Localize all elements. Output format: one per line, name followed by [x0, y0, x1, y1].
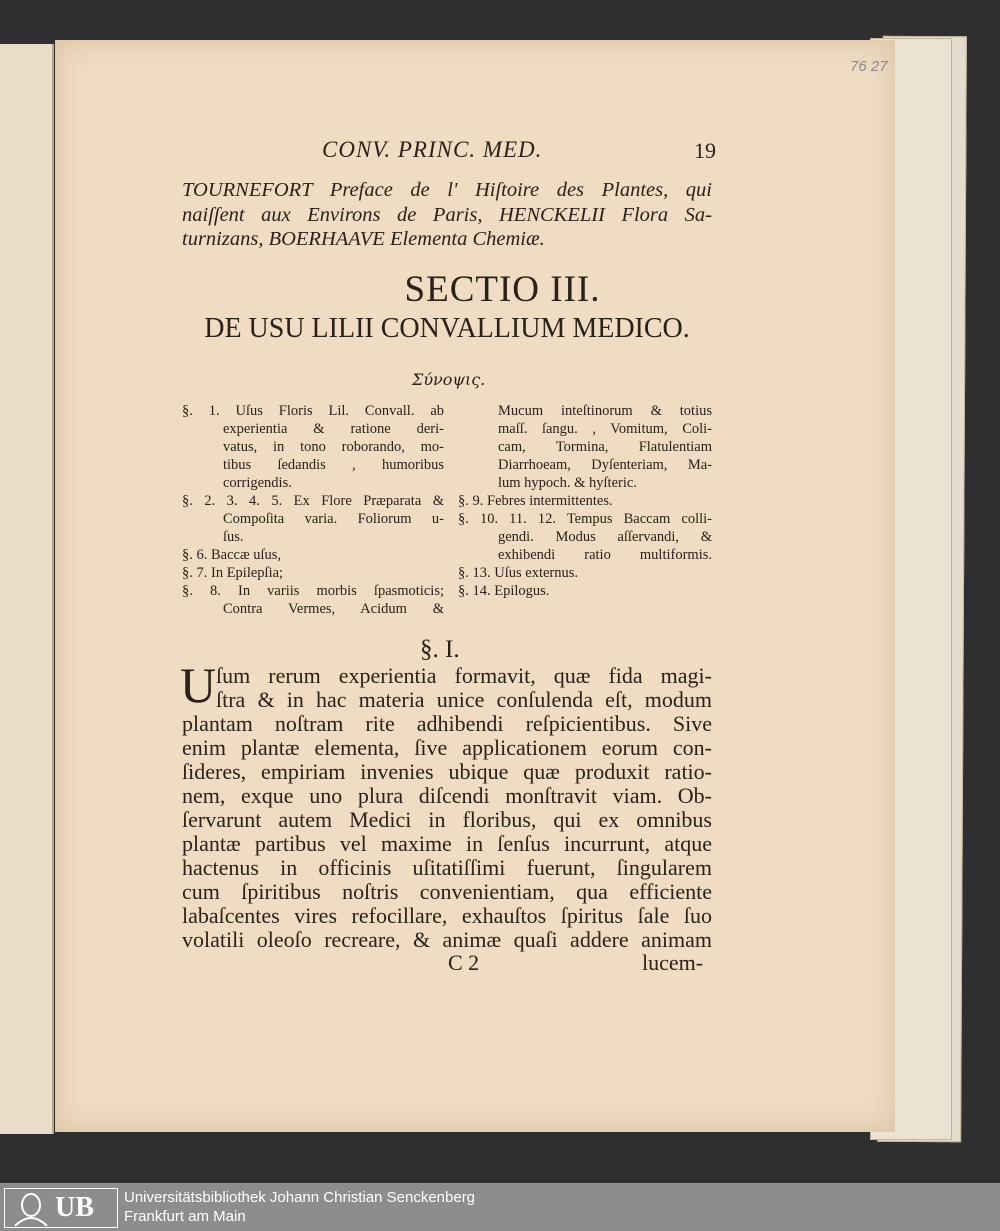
synopsis-item: cam, Tormina, Flatulentiam: [498, 439, 712, 455]
portrait-icon: [5, 1190, 55, 1226]
body-line: ſideres, empiriam invenies ubique quæ produxit ratio-: [182, 759, 712, 784]
synopsis-item: §. 13. Uſus externus.: [458, 565, 579, 581]
synopsis-item: §. 8. In variis morbis ſpasmoticis;: [182, 583, 444, 599]
synopsis-item: lum hypoch. & hyſteric.: [498, 475, 637, 491]
body-line: ſervarunt autem Medici in floribus, qui ex omnibus: [182, 807, 712, 832]
pencil-note: 76 27: [850, 58, 888, 75]
library-name: Universitätsbibliothek Johann Christian Senckenberg: [124, 1189, 476, 1206]
synopsis-item: Contra Vermes, Acidum &: [223, 601, 444, 617]
synopsis-item: corrigendis.: [223, 475, 292, 491]
synopsis-right: [458, 402, 712, 600]
facing-page-edge: [0, 44, 54, 1134]
body-line: labaſcentes vires refocillare, exhauſtos ſpiritus ſale ſuo: [182, 903, 712, 928]
section-title: SECTIO III.: [404, 269, 601, 310]
body-line: nem, exque uno plura diſcendi monſtravit viam. Ob-: [182, 783, 712, 808]
drop-cap: U: [180, 657, 217, 713]
library-city: Frankfurt am Main: [124, 1208, 246, 1225]
synopsis-item: §. 2. 3. 4. 5. Ex Flore Præparata &: [182, 493, 444, 509]
synopsis-item: Compoſita varia. Foliorum u-: [223, 511, 444, 527]
paragraph-heading: §. I.: [420, 636, 460, 663]
body-line: ſtra & in hac materia unice conſulenda eſt, modum: [216, 687, 712, 712]
catchword: lucem-: [642, 950, 704, 975]
body-line: hactenus in officinis uſitatiſſimi fuerunt, ſingularem: [182, 855, 712, 880]
synopsis-item: §. 7. In Epilepſia;: [182, 565, 284, 581]
synopsis-item: §. 10. 11. 12. Tempus Baccam colli-: [458, 511, 712, 527]
synopsis-item: gendi. Modus aſſervandi, &: [498, 529, 712, 545]
synopsis-item: §. 9. Febres intermittentes.: [458, 493, 613, 509]
body-line: plantam noſtram rite adhibendi reſpicientibus. Sive: [182, 711, 712, 736]
synopsis-item: Mucum inteſtinorum & totius: [498, 403, 712, 419]
signature-mark: C 2: [448, 950, 480, 975]
synopsis-item: experientia & ratione deri-: [223, 421, 444, 437]
library-footer: [0, 1183, 1000, 1231]
synopsis-item: §. 6. Baccæ uſus,: [182, 547, 282, 563]
reference-line: naiſſent aux Environs de Paris, HENCKELII Flora Sa-: [182, 204, 712, 226]
synopsis-item: §. 1. Uſus Floris Lil. Convall. ab: [182, 403, 444, 419]
logo-text: UB: [55, 1192, 94, 1223]
reference-line: TOURNEFORT Preface de l' Hiſtoire des Plantes, qui: [182, 179, 712, 201]
synopsis-heading: Σύνοψις.: [412, 370, 486, 389]
synopsis-left: [182, 402, 444, 618]
body-line: enim plantæ elementa, ſive applicationem eorum con-: [182, 735, 712, 760]
body-line: ſum rerum experientia formavit, quæ fida magi-: [216, 663, 712, 688]
synopsis-item: maſſ. ſangu. , Vomitum, Coli-: [498, 421, 712, 437]
section-subtitle: DE USU LILII CONVALLIUM MEDICO.: [204, 313, 690, 344]
synopsis-item: tibus ſedandis , humoribus: [223, 457, 444, 473]
body-line: plantæ partibus vel maxime in ſenſus incurrunt, atque: [182, 831, 712, 856]
running-head: CONV. PRINC. MED.: [322, 137, 543, 162]
body-line: volatili oleoſo recreare, & animæ quaſi addere animam: [182, 927, 712, 952]
reference-line: turnizans, BOERHAAVE Elementa Chemiæ.: [182, 228, 545, 250]
library-logo[interactable]: [4, 1188, 118, 1228]
synopsis-item: ſus.: [223, 529, 244, 545]
synopsis-item: vatus, in tono roborando, mo-: [223, 439, 444, 455]
page-number: 19: [694, 138, 716, 163]
synopsis-item: Diarrhoeam, Dyſenteriam, Ma-: [498, 457, 712, 473]
synopsis-item: exhibendi ratio multiformis.: [498, 547, 712, 563]
body-line: cum ſpiritibus noſtris convenientiam, qua efficiente: [182, 879, 712, 904]
synopsis-item: §. 14. Epilogus.: [458, 583, 550, 599]
